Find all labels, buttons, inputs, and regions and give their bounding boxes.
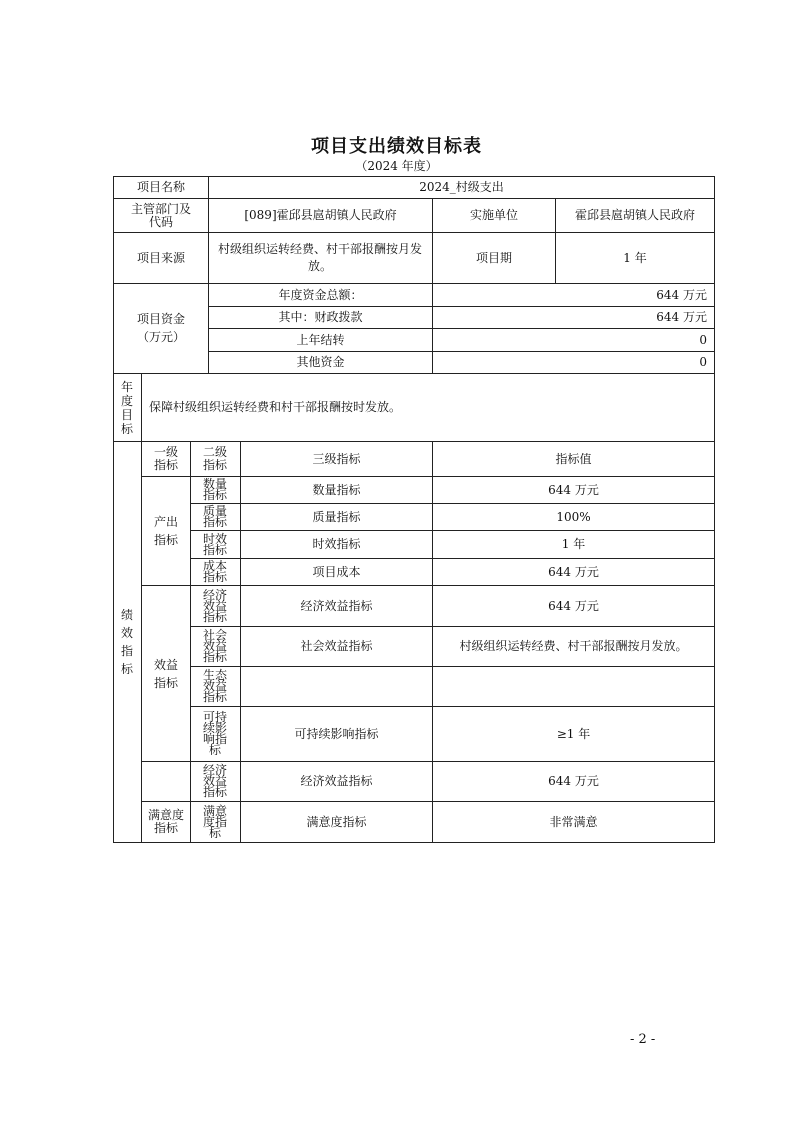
impl-label: 实施单位 [469,208,518,222]
period-label: 项目期 [475,250,512,265]
level2-cell: 满意度指标 [202,803,227,840]
source-value: 村级组织运转经费、村干部报酬按月发放。 [217,242,422,273]
indicator-value-cell: 644 万元 [548,482,599,497]
indicator-value-cell: 村级组织运转经费、村干部报酬按月发放。 [459,639,688,653]
level2-cell: 数量指标 [202,477,227,502]
goal-value: 保障村级组织运转经费和村干部报酬按时发放。 [149,400,402,414]
indicator-value-cell: 644 万元 [548,564,599,579]
level2-cell: 可持续影响指标 [202,710,227,757]
source-label: 项目来源 [136,250,185,265]
header-level1: 一级指标 [153,445,178,472]
level2-cell: 时效指标 [202,531,227,557]
dept-value: [089]霍邱县扈胡镇人民政府 [244,208,397,222]
indicator-value-cell: 非常满意 [549,814,598,829]
project-name-label: 项目名称 [136,180,185,194]
level3-cell: 社会效益指标 [300,639,373,653]
output-indicator-label: 产出指标 [153,515,178,547]
level2-cell: 质量指标 [202,504,227,529]
level3-cell [241,667,432,706]
funds-fiscal-label: 其中：财政拨款 [278,310,363,324]
dept-label: 主管部门及代码 [130,201,191,229]
level2-cell: 经济效益指标 [202,763,227,799]
funds-total-label: 年度资金总额： [278,287,363,302]
level3-cell: 满意度指标 [306,814,367,829]
level2-cell: 社会效益指标 [202,628,227,664]
level3-cell: 时效指标 [312,537,361,551]
funds-other-label: 其他资金 [296,355,345,369]
indicator-value-cell [433,667,714,706]
page-title: 项目支出绩效目标表 [311,136,482,157]
level2-cell: 经济效益指标 [202,587,227,624]
level3-cell: 经济效益指标 [300,774,373,788]
indicator-value-cell: 1 年 [561,537,586,551]
level3-cell: 数量指标 [312,482,361,497]
level2-cell: 生态效益指标 [202,668,227,704]
indicator-value-cell: 644 万元 [548,774,599,788]
funds-carryover-value: 0 [699,332,707,347]
impl-value: 霍邱县扈胡镇人民政府 [574,208,695,222]
period-value: 1 年 [623,250,647,265]
indicator-value-cell: ≥1 年 [556,726,591,741]
funds-total-value: 644 万元 [656,287,707,302]
funds-carryover-label: 上年结转 [296,332,345,347]
indicator-value-cell: 100% [556,509,591,524]
funds-label: 项目资金（万元） [136,312,185,344]
level3-cell: 可持续影响指标 [294,726,379,741]
indicator-value-cell: 644 万元 [548,598,599,613]
satisfaction-indicator-label: 满意度指标 [148,808,185,835]
page-number: - 2 - [630,1032,656,1047]
header-level3: 三级指标 [312,451,361,466]
page-subtitle: （2024 年度） [355,159,438,173]
level3-cell: 质量指标 [312,509,361,524]
goal-label: 年度目标 [120,379,133,436]
header-level2: 二级指标 [202,445,227,472]
benefit-indicator-label: 效益指标 [153,657,178,690]
header-value: 指标值 [555,451,592,466]
project-name-value: 2024_村级支出 [419,180,504,194]
funds-fiscal-value: 644 万元 [656,310,707,324]
level2-cell: 成本指标 [202,559,227,584]
funds-other-value: 0 [699,355,707,369]
indicators-label: 绩效指标 [120,608,133,676]
level3-cell: 经济效益指标 [300,598,373,613]
level3-cell: 项目成本 [312,564,361,579]
